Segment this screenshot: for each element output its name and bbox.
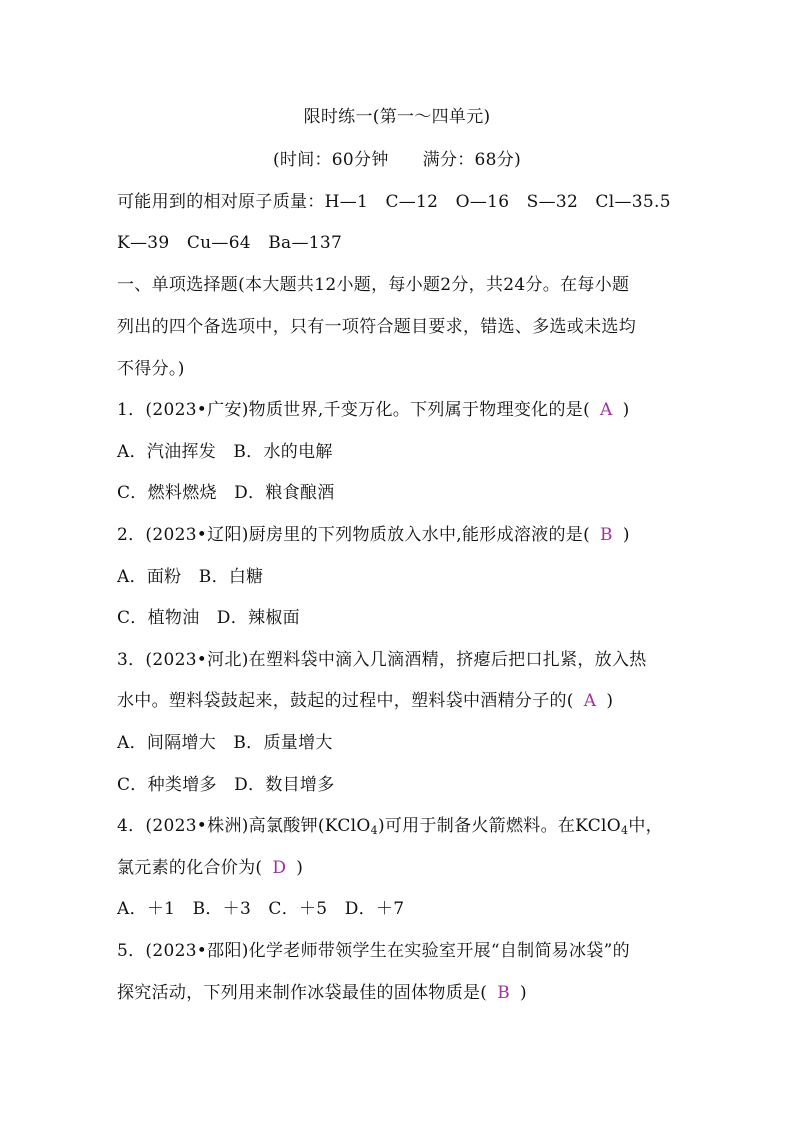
question-2-answer: B: [600, 525, 613, 545]
score-info: 满分：68分): [422, 150, 522, 170]
question-3-options-cd: C．种类增多 D．数目增多: [117, 775, 335, 795]
question-5-stem-line1: 5．(2023•邵阳)化学老师带领学生在实验室开展“自制简易冰袋”的: [117, 941, 630, 961]
section-one-instructions-line1: 一、单项选择题(本大题共12小题，每小题2分，共24分。在每小题: [117, 275, 630, 295]
exam-info: [0, 148, 794, 172]
question-3-answer: A: [583, 691, 597, 711]
question-3-options-ab: A．间隔增大 B．质量增大: [117, 733, 333, 753]
atomic-masses-line1: 可能用到的相对原子质量：H—1 C—12 O—16 S—32 Cl—35.5: [117, 192, 671, 212]
question-3-stem-line1: 3．(2023•河北)在塑料袋中滴入几滴酒精，挤瘪后把口扎紧，放入热: [117, 650, 647, 670]
question-4-stem-line1: 4．(2023•株洲)高氯酸钾(KClO$_4$)可用于制备火箭燃料。在KClO$_4$中，: [117, 816, 663, 837]
question-4-stem-line2: 氯元素的化合价为( D ): [117, 858, 304, 878]
question-2-stem: 2．(2023•辽阳)厨房里的下列物质放入水中,能形成溶液的是( B ): [117, 525, 630, 545]
question-2-options-ab: A．面粉 B．白糖: [117, 567, 264, 587]
section-one-instructions-line3: 不得分。): [117, 359, 185, 379]
question-5-stem-line2: 探究活动，下列用来制作冰袋最佳的固体物质是( B ): [117, 983, 527, 1003]
subscript-4: 4: [621, 824, 629, 837]
question-1-options-ab: A．汽油挥发 B．水的电解: [117, 442, 333, 462]
question-4-options: A．＋1 B．＋3 C．＋5 D．＋7: [117, 899, 405, 919]
time-info: (时间：60分钟: [272, 150, 389, 170]
question-1-stem: 1．(2023•广安)物质世界,千变万化。下列属于物理变化的是( A ): [117, 400, 630, 420]
question-2-options-cd: C．植物油 D．辣椒面: [117, 608, 300, 628]
subscript-4: 4: [370, 824, 378, 837]
question-3-stem-line2: 水中。塑料袋鼓起来，鼓起的过程中，塑料袋中酒精分子的( A ): [117, 691, 614, 711]
question-4-answer: D: [272, 858, 287, 878]
question-5-answer: B: [497, 983, 511, 1003]
question-1-answer: A: [600, 400, 613, 420]
section-one-instructions-line2: 列出的四个备选项中，只有一项符合题目要求，错选、多选或未选均: [117, 317, 636, 337]
question-1-options-cd: C．燃料燃烧 D．粮食酿酒: [117, 483, 335, 503]
atomic-masses-line2: K—39 Cu—64 Ba—137: [117, 233, 343, 253]
page-title: 限时练一(第一～四单元): [303, 107, 491, 127]
